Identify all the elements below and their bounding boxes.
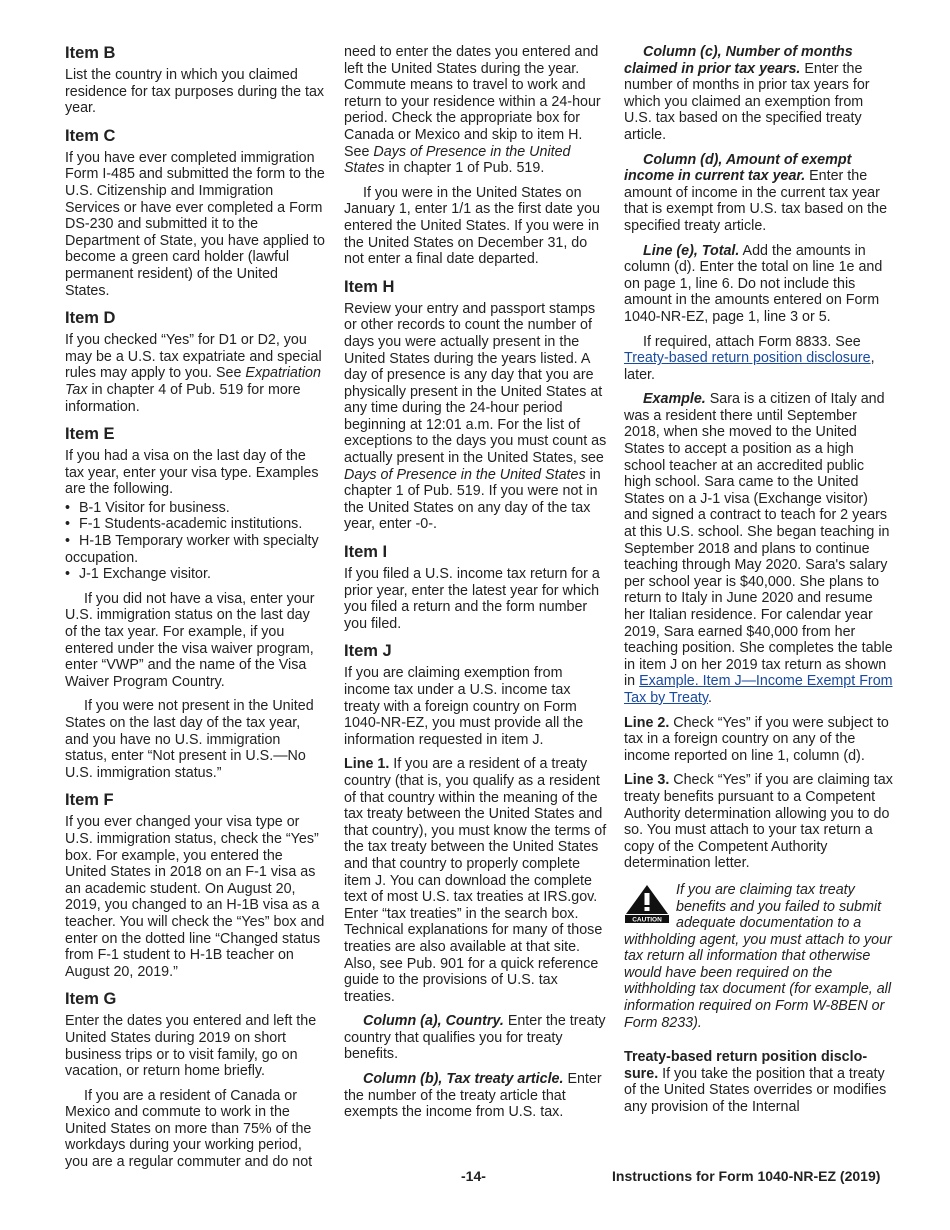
- item-g-january-para: If you were in the United States on January 1, enter 1/1 as the first date you entered the United States. If you were in the United States on December 31, do not enter a final date departed.: [344, 184, 600, 268]
- caution-box: [624, 882, 894, 1031]
- item-e-para-3: If you were not present in the United States on the last day of the tax year, and you have no U.S. immigration status, enter “Not present in U.S.—No U.S. immigration status.”: [65, 698, 314, 781]
- item-j-text: If you are claiming exemption from income tax under a U.S. income tax treaty with a foreign country on Form 1040-NR-EZ, you must provide all the information requested in item J.: [344, 665, 584, 748]
- heading-item-j: Item J: [344, 642, 392, 661]
- page-number: -14-: [461, 1168, 486, 1184]
- item-c-text: If you have ever completed immigration Form I-485 and submitted the form to the U.S. Citizenship and Immigration Services or have ever completed a Form DS-230 and submitted it to the Department of State, you have applied to become a green card holder (lawful permanent resident) of the United States.: [65, 149, 325, 299]
- column-1: [65, 44, 325, 1179]
- caution-text: If you are claiming tax treaty benefits and you failed to submit adequate documentation to a withholding agent, you must attach to your tax return all information that otherwise would have been required on the withholding tax document (for example, all information required on Form W-8BEN or Form 8233).: [624, 881, 892, 1031]
- item-f-text: If you ever changed your visa type or U.S. immigration status, check the “Yes” box. For example, you entered the United States in 2018 on an F-1 visa as an academic student. On August 20, 2019, you changed to an H-1B visa as a teacher. You will check the “Yes” box and enter on the dotted line “Changed status from F-1 student to H-1B teacher on August 20, 2019.”: [65, 814, 325, 980]
- heading-item-c: Item C: [65, 126, 116, 145]
- list-item: • B-1 Visitor for business.: [65, 499, 230, 516]
- item-e-intro: If you had a visa on the last day of the tax year, enter your visa type. Examples are the following.: [65, 448, 319, 498]
- item-g-continued: need to enter the dates you entered and left the United States during the year. Commute means to travel to work and return to your residence within a 24-hour period. Check the appropriate box for Canada or Mexico and skip to item H. See Days of Presence in the United States in chapter 1 of Pub. 519.: [344, 44, 601, 177]
- heading-item-h: Item H: [344, 277, 395, 296]
- item-j-column-c: Column (c), Number of months claimed in prior tax years. Enter the number of months in prior tax years for which you claimed an exemption from U.S. tax based on the specified treaty article.: [624, 44, 870, 143]
- treaty-disclosure-link[interactable]: Treaty-based return position disclosure: [624, 350, 871, 367]
- form-8833-note: If required, attach Form 8833. See Treaty-based return position disclosure, later.: [624, 333, 875, 383]
- heading-item-b: Item B: [65, 44, 116, 62]
- footer-title: Instructions for Form 1040-NR-EZ (2019): [612, 1168, 881, 1184]
- item-b-text: List the country in which you claimed residence for tax purposes during the tax year.: [65, 67, 325, 117]
- column-3: [624, 44, 894, 1124]
- item-j-line-3: Line 3. Check “Yes” if you are claiming tax treaty benefits pursuant to a Competent Authority determination allowing you to do so. You must attach to your tax return a copy of the Competent Authority determination letter.: [624, 772, 893, 872]
- item-j-column-b: Column (b), Tax treaty article. Enter the number of the treaty article that exempts the income from U.S. tax.: [344, 1071, 602, 1121]
- heading-item-e: Item E: [65, 425, 115, 444]
- caution-icon: [624, 884, 670, 924]
- visa-type-list: [65, 500, 325, 583]
- item-d-text: If you checked “Yes” for D1 or D2, you may be a U.S. tax expatriate and special rules may apply to you. See Expatriation Tax in chapter 4 of Pub. 519 for more information.: [65, 332, 322, 415]
- caution-label: CAUTION: [632, 916, 662, 924]
- heading-item-d: Item D: [65, 309, 116, 328]
- heading-item-f: Item F: [65, 791, 114, 810]
- list-item: • J-1 Exchange visitor.: [65, 566, 211, 583]
- item-g-text: Enter the dates you entered and left the United States during 2019 on short business trips or to visit family, go on vacation, or return home briefly.: [65, 1013, 317, 1080]
- item-j-line-2: Line 2. Check “Yes” if you were subject to tax in a foreign country on any of the income reported on line 1, column (d).: [624, 714, 889, 764]
- item-e-para-2: If you did not have a visa, enter your U.S. immigration status on the last day of the tax year. For example, if you entered under the visa waiver program, enter “VWP” and the name of the Visa Waiver Program Country.: [65, 590, 315, 690]
- example-table-link[interactable]: Example. Item J—Income Exempt From Tax by Treaty: [624, 673, 893, 706]
- item-j-column-d: Column (d), Amount of exempt income in current tax year. Enter the amount of income in the current tax year that is exempt from U.S. tax based on the specified treaty article.: [624, 151, 888, 234]
- list-item: • F-1 Students-academic institutions.: [65, 516, 303, 533]
- heading-item-g: Item G: [65, 990, 117, 1009]
- list-item: • H-1B Temporary worker with specialty occupation.: [65, 533, 319, 566]
- example-paragraph: Example. Sara is a citizen of Italy and was a resident there until September 2018, when she moved to the United States to accept a position as a high school teacher at an accredited public high school. Sara came to the United States on a J-1 visa (Exchange visitor) and signed a contract to teach for 2 years at this U.S. school. She began teaching in September 2018 and plans to continue teaching through May 2020. Sara's salary per school year is $40,000. She plans to return to Italy in June 2020 and resume her Italian residence. For calendar year 2019, Sara earned $40,000 from her teaching position. She completes the table in item J on her 2019 tax return as shown in Example. Item J—Income Exempt From Tax by Treaty.: [624, 391, 893, 706]
- heading-item-i: Item I: [344, 543, 388, 562]
- column-2: [344, 44, 608, 1129]
- item-i-text: If you filed a U.S. income tax return for a prior year, enter the latest year for which you filed a return and the form number you filed.: [344, 566, 600, 632]
- treaty-disclosure-paragraph: Treaty-based return position disclo-sure. If you take the position that a treaty of the United States overrides or modifies any provision of the Internal: [624, 1049, 887, 1116]
- item-j-line-1: Line 1. If you are a resident of a treaty country (that is, you qualify as a resident of that country within the meaning of the tax treaty between the United States and that country), you must know the terms of the tax treaty between the United States and that country to properly complete item J. You can download the complete text of most U.S. tax treaties at IRS.gov. Enter “tax treaties” in the search box. Technical explanations for many of those treaties are also available at that site. Also, see Pub. 901 for a quick reference guide to the provisions of U.S. tax treaties.: [344, 756, 607, 1005]
- item-j-column-a: Column (a), Country. Enter the treaty country that qualifies you for treaty benefits.: [344, 1013, 606, 1063]
- item-g-para-2: If you are a resident of Canada or Mexico and commute to work in the United States on more than 75% of the workdays during your working period, you are a regular commuter and do not: [65, 1087, 313, 1171]
- item-h-text: Review your entry and passport stamps or other records to count the number of days you were actually present in the United States during the years listed. A day of presence is any day that you are physically present in the United States at any time during the 24-hour period beginning at 12:01 a.m. For the list of exceptions to the days you must count as actually present in the United States, see Days of Presence in the United States in chapter 1 of Pub. 519. If you were not in the United States on any day of the tax year, enter -0-.: [344, 300, 607, 533]
- item-j-line-e: Line (e), Total. Add the amounts in column (d). Enter the total on line 1e and on page 1, line 6. Do not include this amount in the amounts entered on Form 1040-NR-EZ, page 1, line 3 or 5.: [624, 242, 883, 325]
